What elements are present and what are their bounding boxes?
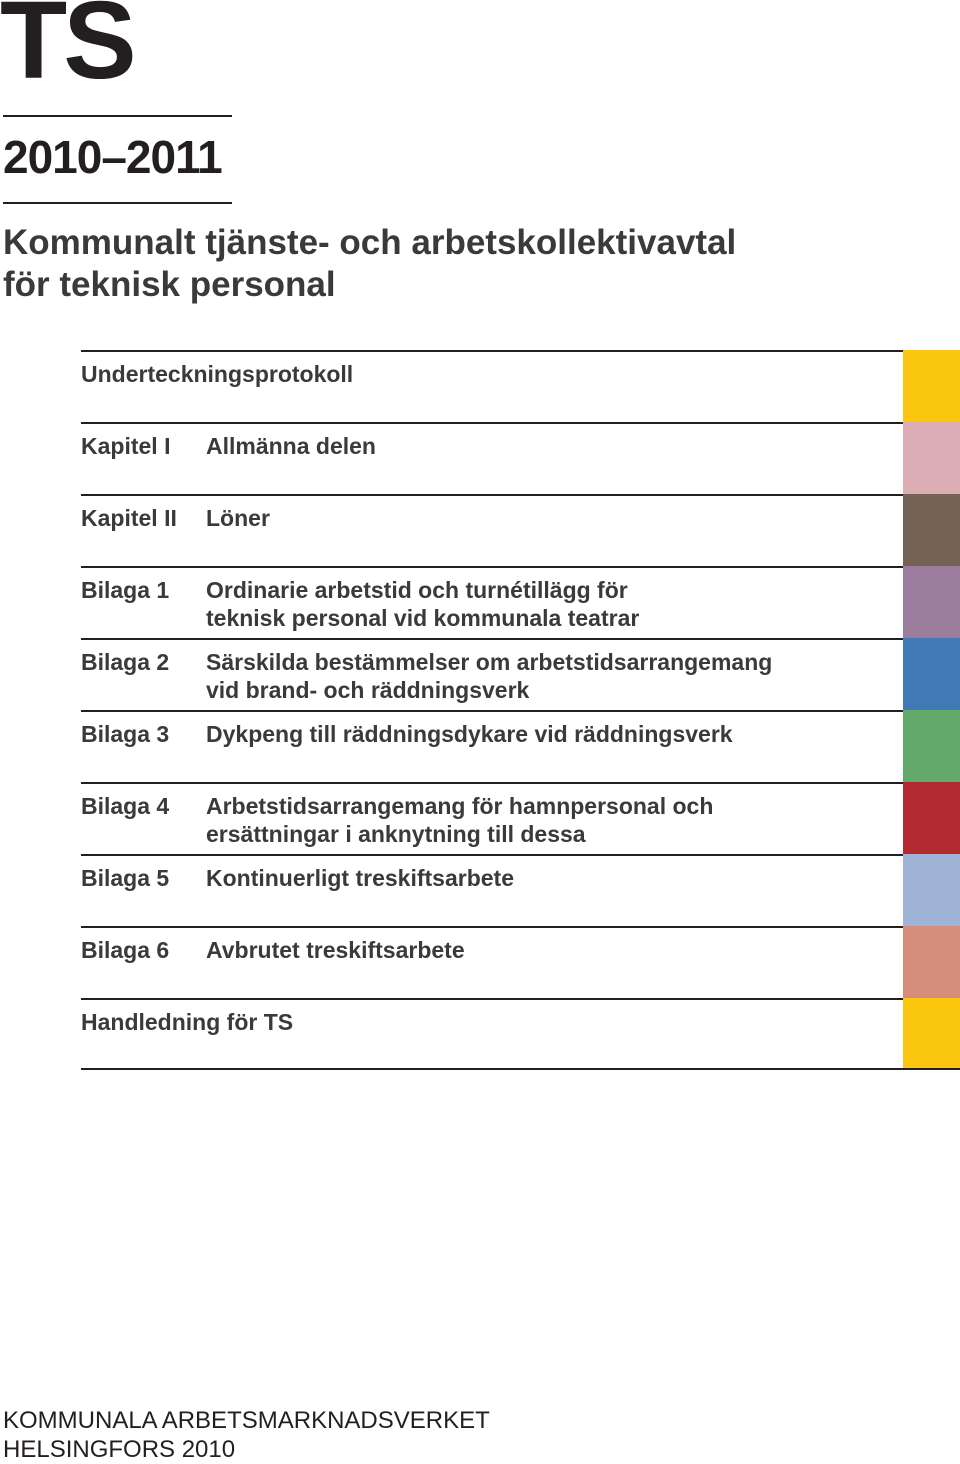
header-divider-top [3,115,232,117]
section-color-tab [903,854,960,926]
toc-row-description-line: Löner [206,505,270,531]
toc-row-description [206,792,713,848]
toc-row[interactable] [81,350,960,422]
title-line-2: för teknisk personal [3,265,336,304]
section-color-tab [903,782,960,854]
section-color-tab [903,710,960,782]
toc-row-label: Underteckningsprotokoll [81,361,354,387]
toc-row-description-line: Kontinuerligt treskiftsarbete [206,865,514,891]
toc-row-description-line: Arbetstidsarrangemang för hamnpersonal och [206,793,714,819]
section-color-tab [903,350,960,422]
toc-row[interactable] [81,926,960,998]
section-color-tab [903,638,960,710]
header-divider-bottom [3,202,232,204]
section-color-tab [903,494,960,566]
toc-row-description [206,504,270,532]
section-color-tab [903,998,960,1068]
toc-row-description-line: Särskilda bestämmelser om arbetstidsarrangemang [206,649,773,675]
toc-row-description [206,576,639,632]
toc-row[interactable] [81,854,960,926]
toc-row-label: Bilaga 3 [81,721,170,747]
toc-row-description-line: Dykpeng till räddningsdykare vid räddningsverk [206,721,733,747]
document-title [3,222,903,306]
toc-row[interactable] [81,782,960,854]
toc-row-description [206,648,772,704]
toc-row-description-line: vid brand- och räddningsverk [206,677,530,703]
toc-row-description-line: Avbrutet treskiftsarbete [206,937,465,963]
toc-row-label: Bilaga 4 [81,793,170,819]
toc-row-label: Bilaga 5 [81,865,170,891]
toc-row-description [206,432,376,460]
toc-row[interactable] [81,494,960,566]
table-of-contents [81,350,960,1070]
toc-row-label: Bilaga 1 [81,577,170,603]
section-color-tab [903,422,960,494]
toc-row[interactable] [81,638,960,710]
toc-row[interactable] [81,998,960,1070]
publication-place-year: HELSINGFORS 2010 [3,1436,236,1463]
toc-row-description-line: Allmänna delen [206,433,376,459]
section-color-tab [903,566,960,638]
toc-row-description-line: ersättningar i anknytning till dessa [206,821,586,847]
toc-row-description-line: Ordinarie arbetstid och turnétillägg för [206,577,628,603]
toc-row-description-line: teknisk personal vid kommunala teatrar [206,605,640,631]
toc-row[interactable] [81,710,960,782]
toc-row-description [206,720,733,748]
document-code: TS [0,0,133,102]
toc-row-label: Handledning för TS [81,1009,294,1035]
publisher-footer [3,1406,490,1464]
publisher-name: KOMMUNALA ARBETSMARKNADSVERKET [3,1407,490,1434]
toc-row-label: Bilaga 6 [81,937,170,963]
toc-row-description [206,936,465,964]
section-color-tab [903,926,960,998]
toc-row[interactable] [81,422,960,494]
toc-row-label: Kapitel I [81,433,171,459]
toc-row-label: Kapitel II [81,505,177,531]
toc-row-label: Bilaga 2 [81,649,170,675]
toc-row-description [206,864,514,892]
title-line-1: Kommunalt tjänste- och arbetskollektivavtal [3,223,737,262]
toc-row[interactable] [81,566,960,638]
agreement-period: 2010–2011 [3,131,222,183]
